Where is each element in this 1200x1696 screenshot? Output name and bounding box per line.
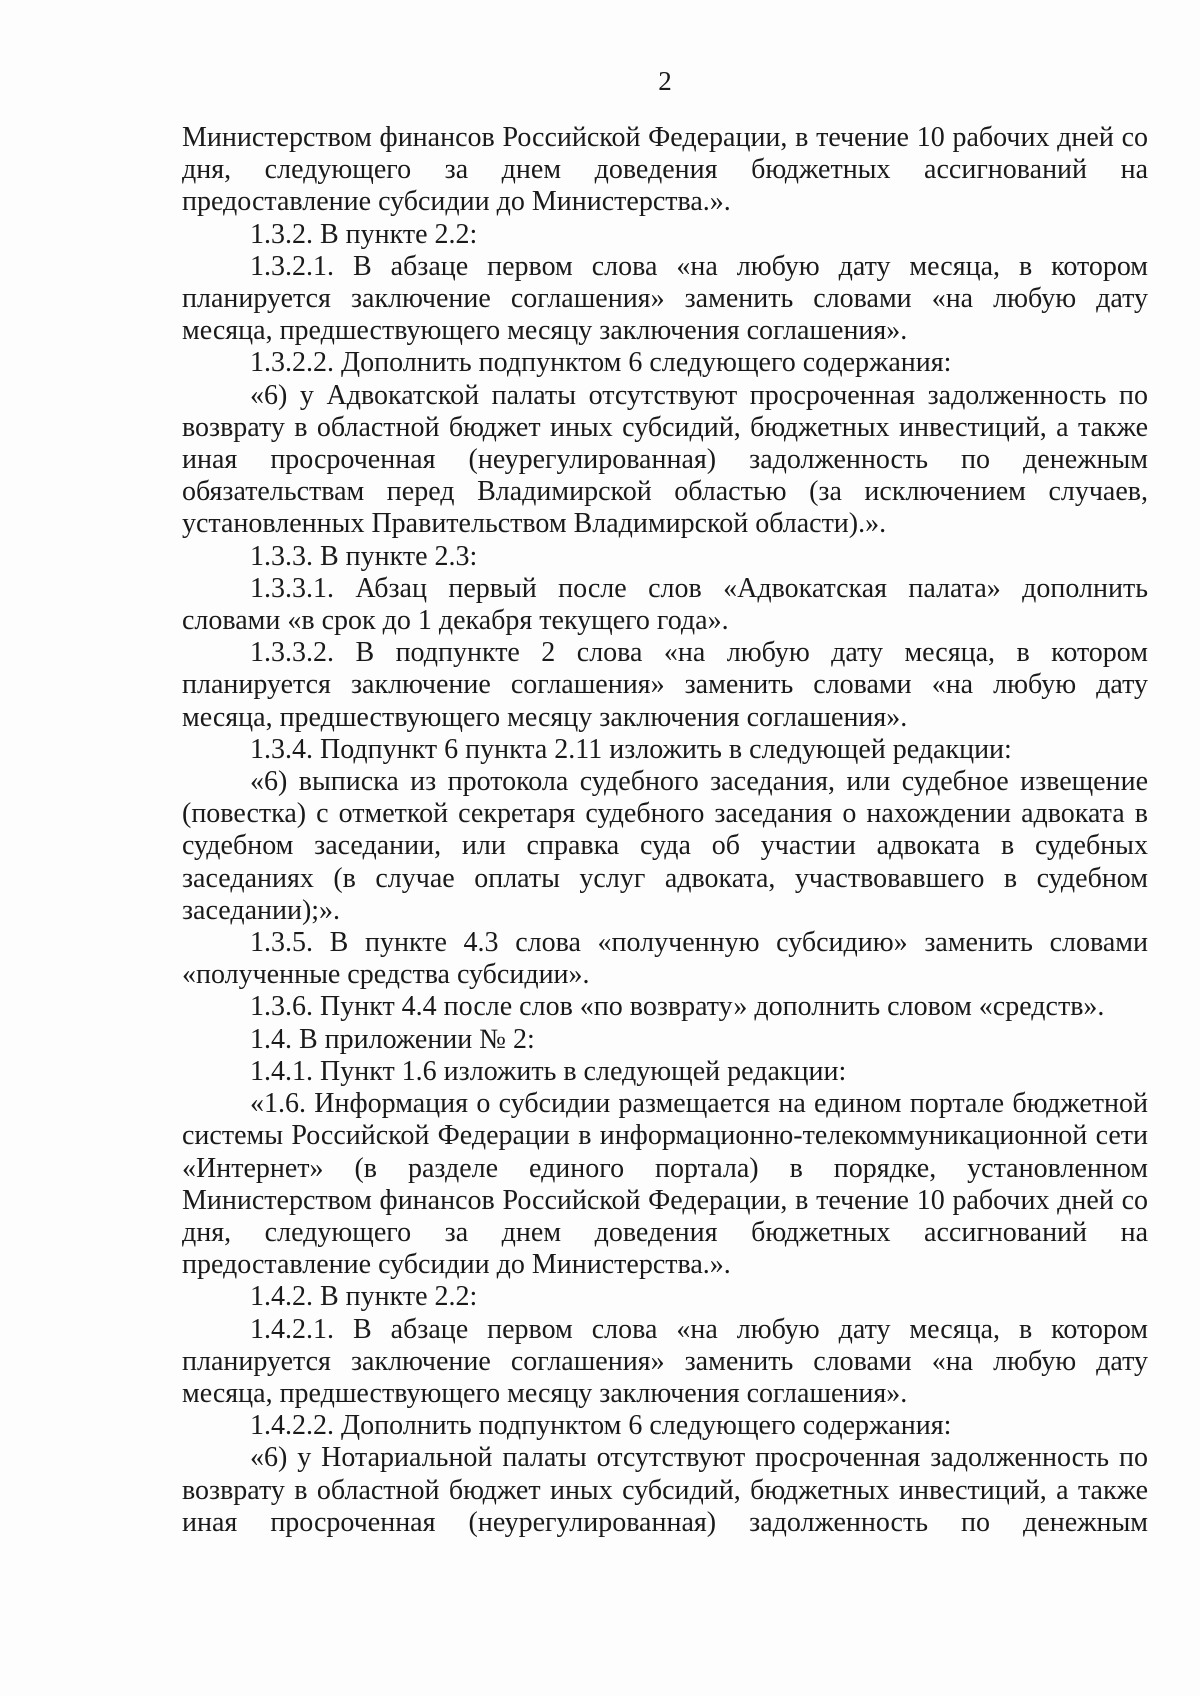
paragraph: «6) у Адвокатской палаты отсутствуют просроченная задолженность по возврату в областной бюджет иных субсидий, бюджетных инвестиций, а также иная просроченная (неурегулированная) задолженность по денежным обязательствам перед Владимирской областью (за исключением случаев, установленных Правительством Владимирской области).». xyxy=(182,379,1148,540)
paragraph: 1.3.5. В пункте 4.3 слова «полученную субсидию» заменить словами «полученные средства субсидии». xyxy=(182,927,1148,991)
paragraph: 1.4.2. В пункте 2.2: xyxy=(250,1281,478,1313)
document-body xyxy=(182,122,1148,1539)
page-number: 2 xyxy=(658,66,672,96)
paragraph: 1.3.2.2. Дополнить подпунктом 6 следующего содержания: xyxy=(250,347,952,379)
paragraph: 1.3.6. Пункт 4.4 после слов «по возврату» дополнить словом «средств». xyxy=(250,991,1105,1023)
paragraph: 1.4.2.2. Дополнить подпунктом 6 следующего содержания: xyxy=(250,1410,952,1442)
paragraph: 1.3.2. В пункте 2.2: xyxy=(250,218,478,250)
paragraph: «1.6. Информация о субсидии размещается на едином портале бюджетной системы Российской Федерации в информационно-телекоммуникационной сети «Интернет» (в разделе единого портала) в порядке, установленном Министерством финансов Российской Федерации, в течение 10 рабочих дней со дня, следующего за днем доведения бюджетных ассигнований на предоставление субсидии до Министерства.». xyxy=(182,1088,1148,1281)
paragraph: «6) у Нотариальной палаты отсутствуют просроченная задолженность по возврату в областной бюджет иных субсидий, бюджетных инвестиций, а также иная просроченная (неурегулированная) задолженность по денежным xyxy=(182,1442,1148,1538)
paragraph: 1.3.4. Подпункт 6 пункта 2.11 изложить в следующей редакции: xyxy=(250,733,1012,765)
paragraph: 1.3.3.1. Абзац первый после слов «Адвокатская палата» дополнить словами «в срок до 1 декабря текущего года». xyxy=(182,572,1148,637)
paragraph: 1.4.1. Пункт 1.6 изложить в следующей редакции: xyxy=(250,1055,847,1087)
paragraph: 1.4. В приложении № 2: xyxy=(250,1023,535,1055)
paragraph: 1.3.2.1. В абзаце первом слова «на любую дату месяца, в котором планируется заключение соглашения» заменить словами «на любую дату месяца, предшествующего месяцу заключения соглашения». xyxy=(182,250,1148,347)
paragraph: 1.4.2.1. В абзаце первом слова «на любую дату месяца, в котором планируется заключение соглашения» заменить словами «на любую дату месяца, предшествующего месяцу заключения соглашения». xyxy=(182,1313,1148,1409)
paragraph: 1.3.3. В пункте 2.3: xyxy=(250,540,478,572)
paragraph: «6) выписка из протокола судебного заседания, или судебное извещение (повестка) с отметкой секретаря судебного заседания о нахождении адвоката в судебном заседании, или справка суда об участии адвоката в судебных заседаниях (в случае оплаты услуг адвоката, участвовавшего в судебном заседании);». xyxy=(182,766,1148,926)
paragraph: Министерством финансов Российской Федерации, в течение 10 рабочих дней со дня, следующего за днем доведения бюджетных ассигнований на предоставление субсидии до Министерства.». xyxy=(182,122,1148,218)
paragraph: 1.3.3.2. В подпункте 2 слова «на любую дату месяца, в котором планируется заключение соглашения» заменить словами «на любую дату месяца, предшествующего месяцу заключения соглашения». xyxy=(182,637,1148,733)
